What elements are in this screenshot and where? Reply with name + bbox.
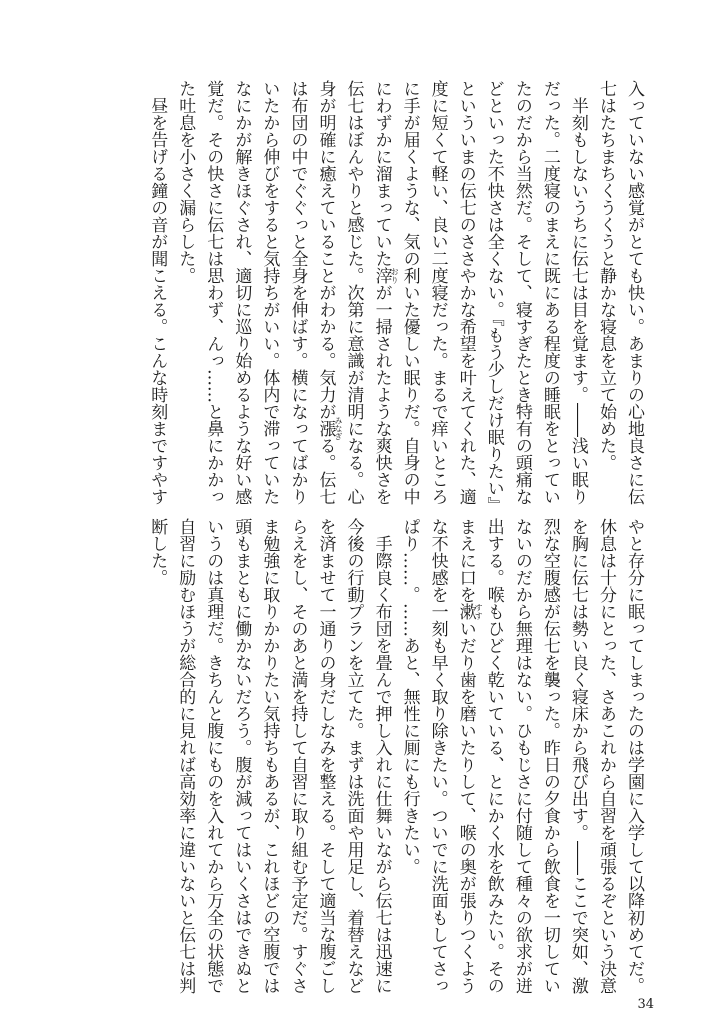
top-text-block (143, 80, 648, 508)
bottom-text-block (143, 518, 648, 1004)
paragraph: やと存分に眠ってしまったのは学園に入学して以降初めてだ。休息は十分にとった、さあこれから自習を頑張るぞという決意を胸に伝七は勢い良く寝床から飛び出す。――ここで突如、激烈な空腹感が伝七を襲った。昨日の夕食から飲食を一切していないのだから無理はない。ひもじさに付随して種々の欲求が迸出する。喉もひどく乾いている、とにかく水を飲みたい。そのまえに口を漱すすいだり歯を磨いたりして、喉の奥が張りつくような不快感を一刻も早く取り除きたい。ついでに洗面もしてさっぱり……。……あと、無性に厠にも行きたい。 (399, 518, 644, 994)
paragraph: 半刻もしないうちに伝七は目を覚ます。――浅い眠りだった。二度寝のまえに既にある程度の睡眠をとっていたのだから当然だ。そして、寝すぎたとき特有の頭痛などといった不快さは全くない。『もう少しだけ眠りたい』といういまの伝七のささやかな希望を叶えてくれた、適度に短くて軽い、良い二度寝だった。まるで痒いところに手が届くような、気の利いた優しい眠りだ。自身の中にわずかに溜まっていた滓おりが一掃されたような爽快さを伝七はぼんやりと感じた。次第に意識が清明になる。心身が明確に癒えていることがわかる。気力が漲みなぎる。伝七は布団の中でぐぐっと全身を伸ばす。横になってばかりいたから伸びをすると気持ちがいい。体内で滞っていたなにかが解きほぐされ、適切に巡り始めるような好い感覚だ。その快さに伝七は思わず、んっ……と鼻にかかった吐息を小さく漏らした。 (175, 80, 588, 505)
page-number: 34 (637, 997, 654, 1012)
paragraph: 入っていない感覚がとても快い。あまりの心地良さに伝七はたちまちくうくうと静かな寝息を立て始めた。 (595, 80, 644, 505)
paragraph: 昼を告げる鐘の音が聞こえる。こんな時刻まですやす (147, 80, 168, 505)
paragraph: 手際良く布団を畳んで押し入れに仕舞いながら伝七は迅速に今後の行動プランを立てた。まずは洗面や用足し、着替えなどを済ませて一通りの身だしなみを整える。そして適当な腹ごしらえをし、そのあと満を持して自習に取り組む予定だ。すぐさま勉強に取りかかりたい気持ちもあるが、これほどの空腹では頭もまともに働かないだろう。腹が減ってはいくさはできぬというのは真理だ。きちんと腹にものを入れてから万全の状態で自習に励むほうが総合的に見れば高効率に違いないと伝七は判断した。 (147, 518, 392, 994)
